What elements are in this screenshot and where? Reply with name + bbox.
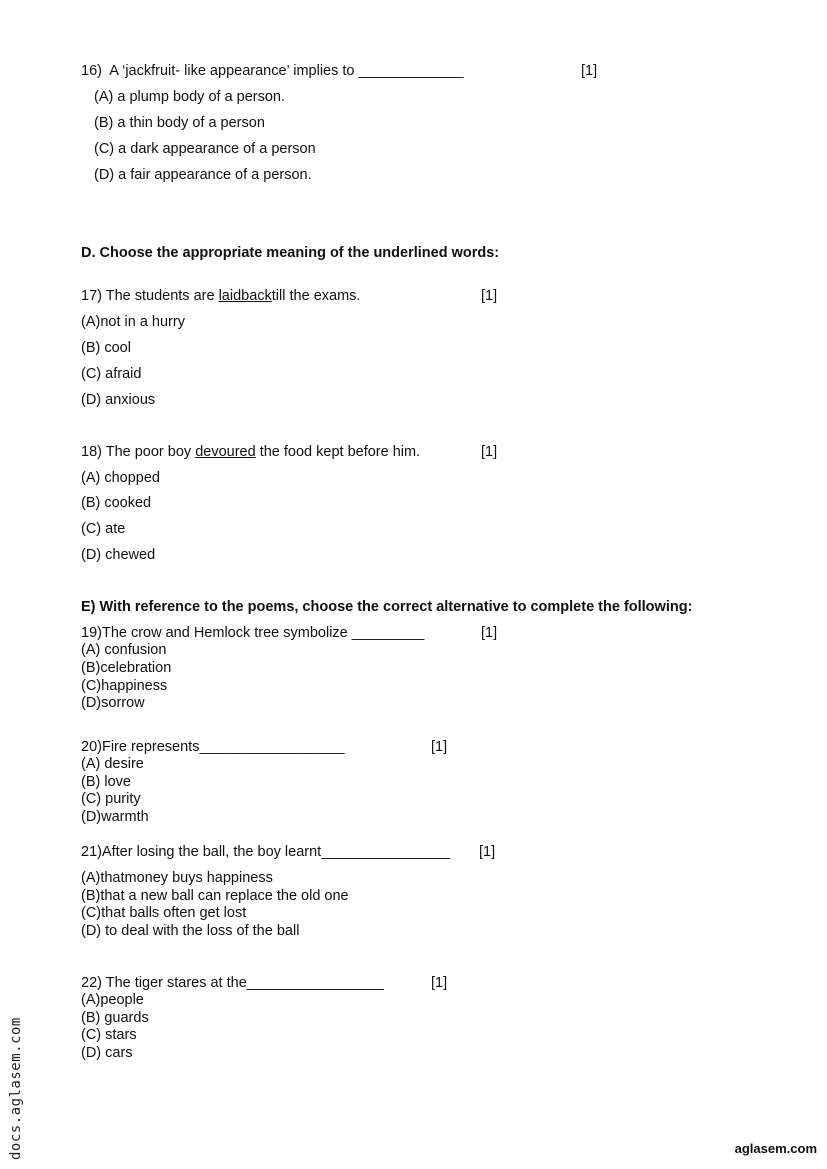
q19-option-c: (C)happiness — [81, 678, 168, 694]
q18-after: the food kept before him. — [255, 444, 421, 460]
q22-option-b: (B) guards — [81, 1010, 149, 1026]
q20-stem: 20)Fire represents__________________ — [81, 739, 345, 755]
q16-option-b: (B) a thin body of a person — [94, 115, 265, 131]
q20-option-c: (C) purity — [81, 791, 141, 807]
q19-stem: 19)The crow and Hemlock tree symbolize _________ — [81, 625, 425, 641]
q16-option-c: (C) a dark appearance of a person — [94, 141, 316, 157]
section-d-heading: D. Choose the appropriate meaning of the underlined words: — [81, 245, 500, 261]
q20-option-b: (B) love — [81, 774, 131, 790]
q20-option-a: (A) desire — [81, 756, 144, 772]
q17-underlined-word: laidback — [218, 288, 272, 304]
q22-stem: 22) The tiger stares at the_________________ — [81, 975, 384, 991]
q17-stem — [81, 287, 360, 305]
q17-option-a: (A)not in a hurry — [81, 314, 185, 330]
q18-marks: [1] — [481, 444, 498, 460]
q19-option-b: (B)celebration — [81, 660, 172, 676]
q16-option-a: (A) a plump body of a person. — [94, 89, 286, 105]
q18-option-c: (C) ate — [81, 521, 126, 537]
q22-option-a: (A)people — [81, 992, 144, 1008]
q21-option-d: (D) to deal with the loss of the ball — [81, 923, 300, 939]
q17-before: 17) The students are — [81, 288, 219, 304]
q21-option-c: (C)that balls often get lost — [81, 905, 247, 921]
q18-option-b: (B) cooked — [81, 495, 152, 511]
q20-marks: [1] — [431, 739, 448, 755]
q17-option-b: (B) cool — [81, 340, 131, 356]
q18-underlined-word: devoured — [195, 444, 256, 460]
q16-marks: [1] — [581, 63, 598, 79]
q16-stem: 16) A ‘jackfruit- like appearance’ implies to _____________ — [81, 63, 464, 79]
q17-option-d: (D) anxious — [81, 392, 156, 408]
q18-option-d: (D) chewed — [81, 547, 156, 563]
q18-stem — [81, 443, 420, 461]
q22-marks: [1] — [431, 975, 448, 991]
q21-option-a: (A)thatmoney buys happiness — [81, 870, 273, 886]
section-e-heading: E) With reference to the poems, choose the correct alternative to complete the following: — [81, 599, 693, 615]
q21-marks: [1] — [479, 844, 496, 860]
q22-option-c: (C) stars — [81, 1027, 137, 1043]
q19-option-a: (A) confusion — [81, 642, 167, 658]
q17-option-c: (C) afraid — [81, 366, 142, 382]
side-watermark: docs.aglasem.com — [8, 1017, 24, 1160]
q18-option-a: (A) chopped — [81, 470, 160, 486]
q16-option-d: (D) a fair appearance of a person. — [94, 167, 312, 183]
q17-after: till the exams. — [271, 288, 361, 304]
q22-option-d: (D) cars — [81, 1045, 133, 1061]
q17-marks: [1] — [481, 288, 498, 304]
q20-option-d: (D)warmth — [81, 809, 149, 825]
q19-option-d: (D)sorrow — [81, 695, 145, 711]
q18-before: 18) The poor boy — [81, 444, 196, 460]
q21-option-b: (B)that a new ball can replace the old one — [81, 888, 349, 904]
footer-brand: aglasem.com — [734, 1141, 817, 1156]
q21-stem: 21)After losing the ball, the boy learnt________________ — [81, 844, 451, 860]
q19-marks: [1] — [481, 625, 498, 641]
